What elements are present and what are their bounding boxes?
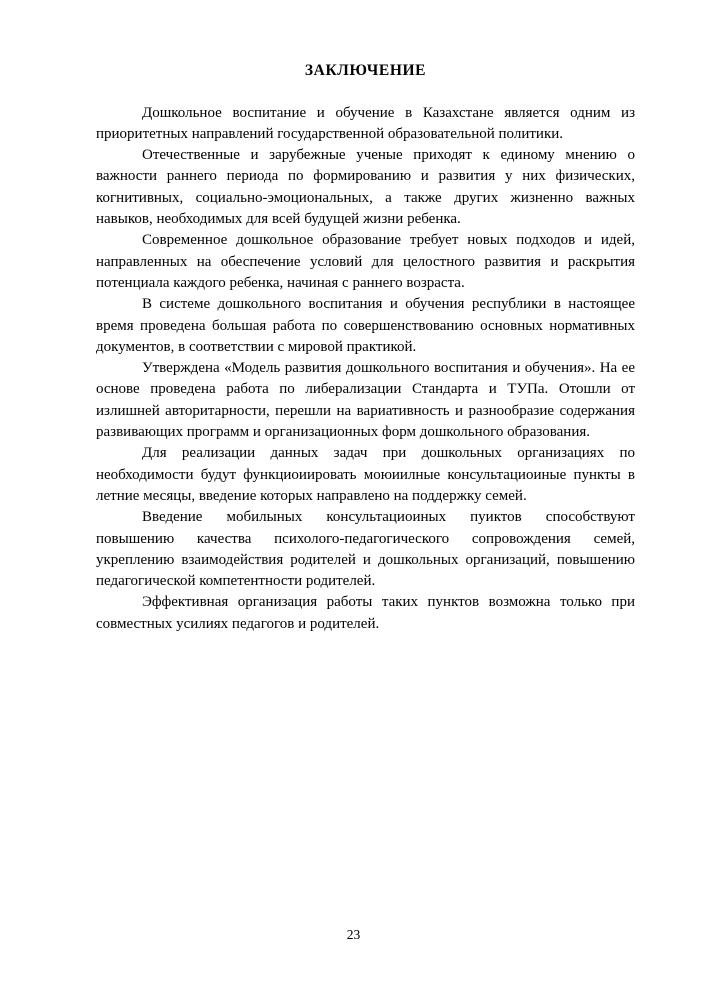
paragraph: Отечественные и зарубежные ученые приходят к единому мнению о важности раннего периода по формированию и развития у них физических, когнитивных, социально-эмоциональных, а также других жизненно важных навыков, необходимых для всей будущей жизни ребенка.	[96, 147, 635, 228]
paragraph: Введение мобилыных консультациоиных пуиктов способствуют повышению качества психолого-педагогического сопровождения семей, укреплению взаимодействия родителей и дошкольных организаций, повышению педагогической компетентности родителей.	[96, 509, 635, 590]
paragraph: Утверждена «Модель развития дошкольного воспитания и обучения». На ее основе проведена работа по либерализации Стандарта и ТУПа. Отошли от излишней авторитарности, перешли на вариативность и разнообразие содержания развивающих программ и организационных форм дошкольного образования.	[96, 360, 635, 441]
paragraph: Эффективная организация работы таких пунктов возможна только при совместных усилиях педагогов и родителей.	[96, 594, 635, 632]
document-body	[96, 103, 635, 635]
page-number: 23	[346, 927, 361, 942]
paragraph: В системе дошкольного воспитания и обучения республики в настоящее время проведена большая работа по совершенствованию основных нормативных документов, в соответствии с мировой практикой.	[96, 296, 635, 355]
paragraph: Дошкольное воспитание и обучение в Казахстане является одним из приоритетных направлений государственной образовательной политики.	[96, 104, 635, 142]
page-title: ЗАКЛЮЧЕНИЕ	[304, 62, 427, 79]
paragraph: Для реализации данных задач при дошкольных организациях по необходимости будут функциоиировать моюиилные консультациоиные пункты в летние месяцы, введение которых направлено на поддержку семей.	[96, 445, 635, 504]
paragraph: Современное дошкольное образование требует новых подходов и идей, направленных на обеспечение условий для целостного развития и раскрытия потенциала каждого ребенка, начиная с раннего возраста.	[96, 232, 635, 291]
